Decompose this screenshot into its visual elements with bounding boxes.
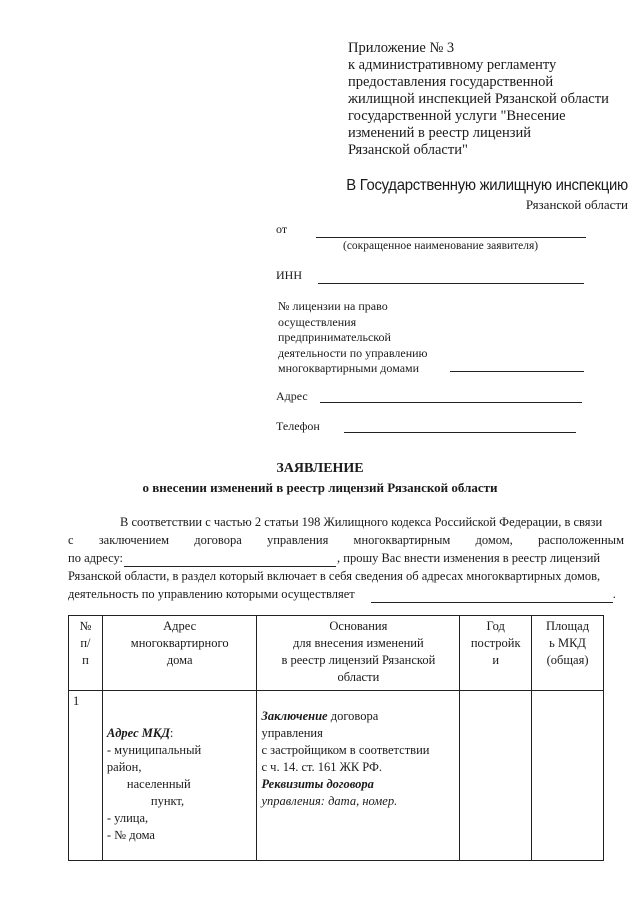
header-text: дома xyxy=(166,653,193,667)
header-year xyxy=(460,616,532,691)
header-text: Площад xyxy=(546,619,590,633)
basis-line: управления xyxy=(261,726,323,740)
body-word: с xyxy=(68,533,74,547)
header-text: № xyxy=(79,619,92,633)
from-label: от xyxy=(276,222,288,236)
body-line-3 xyxy=(68,549,624,567)
address-line: район, xyxy=(106,760,142,774)
header-text: Год xyxy=(486,619,505,633)
appendix-block xyxy=(348,40,638,159)
inn-field-line[interactable] xyxy=(318,283,584,284)
inn-label: ИНН xyxy=(276,268,302,282)
basis-line: с ч. 14. ст. 161 ЖК РФ. xyxy=(261,760,383,774)
license-field-line[interactable] xyxy=(450,371,584,372)
header-text: области xyxy=(337,670,380,684)
body-word: расположенным xyxy=(537,533,624,547)
cell-num: 1 xyxy=(69,691,103,861)
appendix-line: к административному регламенту xyxy=(348,57,557,73)
license-label-line: многоквартирными домами xyxy=(278,361,420,375)
header-text: для внесения изменений xyxy=(293,636,424,650)
license-label-line: осуществления xyxy=(278,314,357,329)
header-text: и xyxy=(492,653,500,667)
body-text: . xyxy=(612,587,616,601)
body-word: домом, xyxy=(475,533,513,547)
company-blank[interactable] xyxy=(371,589,613,603)
header-text: п xyxy=(82,653,89,667)
address-title-text: Адрес МКД xyxy=(106,726,170,740)
license-label-line: № лицензии на право xyxy=(278,299,388,313)
cell-area[interactable] xyxy=(532,691,604,861)
appendix-line: государственной услуги "Внесение xyxy=(348,108,566,124)
basis-line xyxy=(261,708,455,725)
basis-details-title: Реквизиты договора xyxy=(261,777,374,791)
address-title xyxy=(107,725,253,742)
address-blank[interactable] xyxy=(124,553,336,567)
address-line: - № дома xyxy=(106,828,155,842)
addressee-line-1: В Государственную жилищную инспекцию xyxy=(346,177,628,194)
header-area xyxy=(532,616,604,691)
license-label-line: предпринимательской xyxy=(278,330,391,344)
body-line-5 xyxy=(68,585,624,603)
header-text: многоквартирного xyxy=(130,636,229,650)
address-title-colon: : xyxy=(169,726,174,740)
appendix-line: изменений в реестр лицензий xyxy=(348,125,531,141)
header-num xyxy=(69,616,103,691)
header-text: п/ xyxy=(80,636,91,650)
address-label: Адрес xyxy=(276,389,308,403)
header-address xyxy=(102,616,257,691)
appendix-line: жилищной инспекцией Рязанской области xyxy=(348,91,609,107)
from-field-line[interactable] xyxy=(316,237,586,238)
cell-year[interactable] xyxy=(460,691,532,861)
statement-subtitle: о внесении изменений в реестр лицензий Рязанской области xyxy=(142,480,498,495)
phone-field-line[interactable] xyxy=(344,432,576,433)
header-text: в реестр лицензий Рязанской xyxy=(281,653,436,667)
basis-line: с застройщиком в соответствии xyxy=(261,743,430,757)
appendix-line: предоставления государственной xyxy=(348,74,554,90)
statement-title: ЗАЯВЛЕНИЕ xyxy=(276,461,364,476)
body-text: деятельность по управлению которыми осуществляет xyxy=(68,587,355,601)
body-line-4: Рязанской области, в раздел который включает в себя сведения об адресах многоквартирных домов, xyxy=(68,569,601,583)
basis-bold: Заключение xyxy=(261,709,328,723)
appendix-line: Рязанской области" xyxy=(348,142,468,158)
body-line-2 xyxy=(68,531,624,549)
header-basis xyxy=(257,616,460,691)
table-row xyxy=(69,691,604,861)
basis-details: управления: дата, номер. xyxy=(261,794,398,808)
addressee-line-2: Рязанской области xyxy=(525,197,628,212)
body-word: управления xyxy=(266,533,329,547)
license-label-line: деятельности по управлению xyxy=(278,345,428,360)
basis-rest: договора xyxy=(327,709,379,723)
body-line-1 xyxy=(68,513,624,531)
statement-body xyxy=(68,513,624,603)
body-word: заключением xyxy=(98,533,170,547)
cell-basis[interactable] xyxy=(257,691,460,861)
address-line: - улица, xyxy=(106,811,149,825)
appendix-line: Приложение № 3 xyxy=(348,40,455,56)
body-text: по адресу: xyxy=(68,551,124,565)
address-line: населенный xyxy=(126,777,191,791)
addressee-block xyxy=(325,177,628,213)
header-text: Адрес xyxy=(163,619,197,633)
address-line: - муниципальный xyxy=(106,743,202,757)
address-line: пункт, xyxy=(150,794,185,808)
table-header-row xyxy=(69,616,604,691)
license-label xyxy=(278,299,428,377)
header-text: постройк xyxy=(470,636,521,650)
header-text: Основания xyxy=(329,619,388,633)
body-text: В соответствии с частью 2 статьи 198 Жилищного кодекса Российской Федерации, в связи xyxy=(120,515,603,529)
body-word: многоквартирным xyxy=(353,533,451,547)
from-hint: (сокращенное наименование заявителя) xyxy=(343,240,539,252)
mkd-table xyxy=(68,615,604,861)
body-word: договора xyxy=(194,533,242,547)
phone-label: Телефон xyxy=(276,419,320,433)
header-text: (общая) xyxy=(546,653,589,667)
address-field-line[interactable] xyxy=(320,402,582,403)
body-text: , прошу Вас внести изменения в реестр лицензий xyxy=(337,551,601,565)
cell-address[interactable] xyxy=(102,691,257,861)
header-text: ь МКД xyxy=(549,636,586,650)
